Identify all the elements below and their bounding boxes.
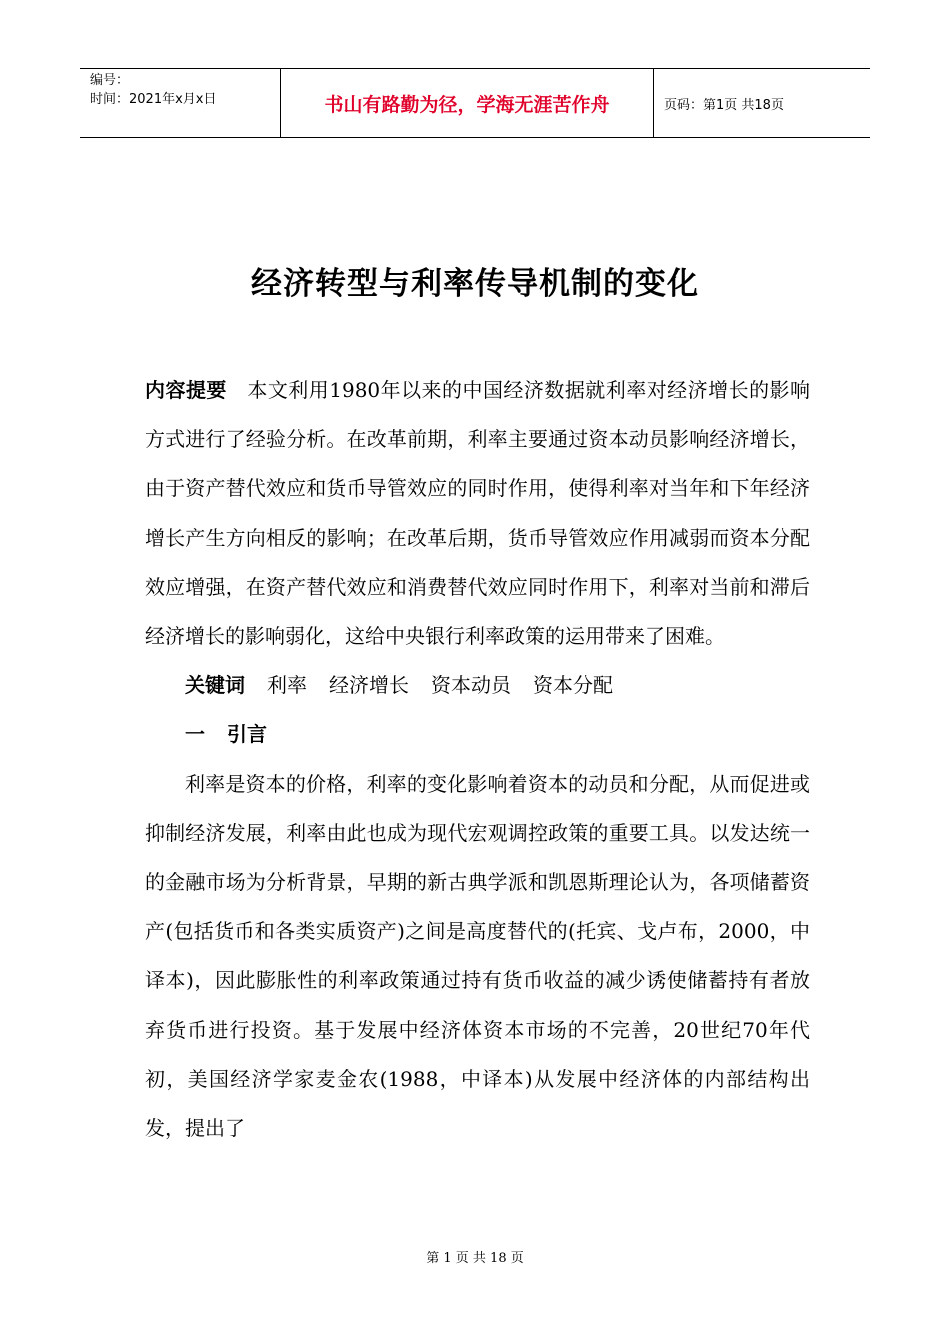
header-page-info: 页码：第1页 共18页 [664, 97, 784, 113]
document-header [80, 68, 870, 138]
section-title: 引言 [227, 722, 267, 747]
document-title: 经济转型与利率传导机制的变化 [251, 266, 699, 302]
keyword: 资本动员 [431, 673, 511, 698]
header-motto: 书山有路勤为径，学海无涯苦作舟 [281, 69, 654, 137]
header-meta [80, 69, 281, 137]
document-body [145, 366, 810, 1153]
section-heading [145, 710, 810, 759]
keywords-line [145, 661, 810, 710]
keyword: 利率 [267, 673, 307, 698]
keywords-label: 关键词 [185, 673, 245, 698]
abstract-label: 内容提要 [145, 378, 227, 402]
section-number: 一 [185, 722, 205, 747]
keyword: 经济增长 [329, 673, 409, 698]
abstract-text: 本文利用1980年以来的中国经济数据就利率对经济增长的影响方式进行了经验分析。在改革前期，利率主要通过资本动员影响经济增长，由于资产替代效应和货币导管效应的同时作用，使得利率对当年和下年经济增长产生方向相反的影响；在改革后期，货币导管效应作用减弱而资本分配效应增强，在资产替代效应和消费替代效应同时作用下，利率对当前和滞后经济增长的影响弱化，这给中央银行利率政策的运用带来了困难。 [145, 378, 811, 649]
page-footer: 第 1 页 共 18 页 [426, 1251, 524, 1266]
header-time-label: 时间：2021年x月x日 [90, 92, 217, 107]
intro-paragraph: 利率是资本的价格，利率的变化影响着资本的动员和分配，从而促进或抑制经济发展，利率由此也成为现代宏观调控政策的重要工具。以发达统一的金融市场为分析背景，早期的新古典学派和凯恩斯理论认为，各项储蓄资产(包括货币和各类实质资产)之间是高度替代的(托宾、戈卢布，2000，中译本)，因此膨胀性的利率政策通过持有货币收益的减少诱使储蓄持有者放弃货币进行投资。基于发展中经济体资本市场的不完善，20世纪70年代初，美国经济学家麦金农(1988，中译本)从发展中经济体的内部结构出发，提出了 [145, 771, 810, 1141]
keyword: 资本分配 [533, 673, 613, 698]
header-number-label: 编号： [90, 73, 130, 88]
abstract-paragraph [145, 366, 810, 661]
